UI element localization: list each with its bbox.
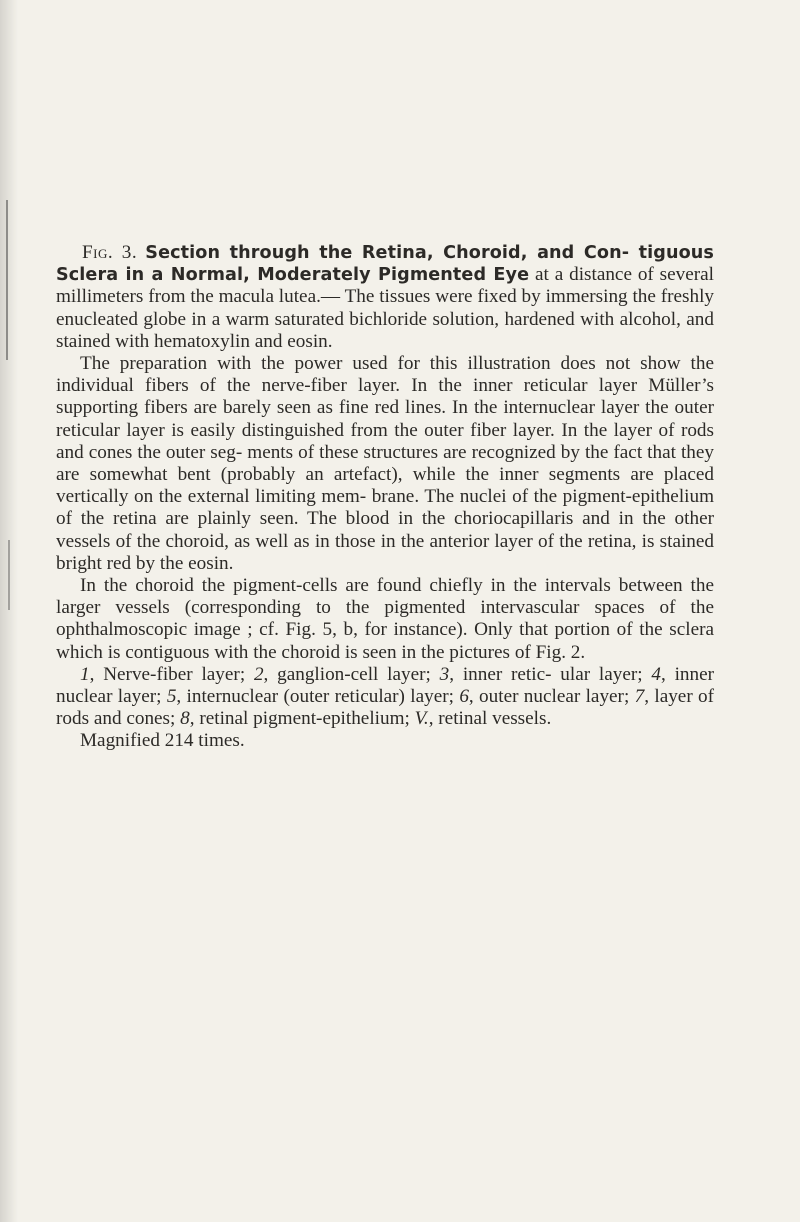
legend-text: ganglion-cell layer: [277, 663, 426, 685]
legend-text: inner retic- ular layer: [462, 663, 638, 685]
legend-text: retinal vessels.: [438, 708, 552, 730]
legend-key: 7: [634, 686, 645, 708]
legend-key: 5: [166, 686, 177, 708]
binding-mark: [8, 540, 10, 610]
legend-text: layer of rods and cones: [56, 686, 715, 730]
legend-text: outer nuclear layer: [479, 686, 624, 708]
legend-text: Nerve-fiber layer: [103, 663, 240, 685]
legend-text: inner nuclear layer: [56, 663, 715, 708]
caption-text: The tissues were fixed by immersing the freshly enucleated globe in a warm saturated bichloride solution, hardened with alcohol, and stained with hematoxylin and eosin.: [56, 286, 714, 352]
figure-legend: 1, Nerve-fiber layer; 2, ganglion-cell layer; 3, inner retic- ular layer; 4, inner nuclear layer; 5, internuclear (outer reticular) layer; 6, outer nuclear layer; 7, layer of rods and cones; 8, retinal pigment-epithelium; V., retinal vessels. Magnified 214 times.: [56, 663, 715, 752]
magnification-note: Magnified 214 times.: [80, 730, 245, 752]
legend-key: 1: [80, 663, 90, 685]
legend-text: internuclear (outer reticular) layer: [186, 686, 449, 708]
legend-key: 6: [459, 686, 469, 708]
figure-label: Fig. 3.: [82, 242, 138, 263]
caption-paragraph-2: The preparation with the power used for this illustration does not show the individual fibers of the nerve-fiber layer. In the inner reticular layer Müller’s supporting fibers are barely seen as fine red lines. In the internuclear layer the outer reticular layer is easily distinguished from the outer fiber layer. In the layer of rods and cones the outer seg- ments of these structures are recognized by the fact that they are somewhat bent (probably an artefact), while the inner segments are placed vertically on the external limiting mem- brane. The nuclei of the pigment-epithelium of the retina are plainly seen. The blood in the choriocapillaris and in the other vessels of the choroid, as well as in those in the anterior layer of the retina, is stained bright red by the eosin.: [56, 353, 714, 574]
legend-key: 3: [439, 663, 450, 685]
figure-title-tail: at a distance of several millimeters from the macula lutea.—: [56, 264, 714, 308]
figure-caption: [56, 242, 714, 753]
legend-key: 4: [651, 663, 661, 685]
page-gutter-shadow: [0, 0, 18, 1222]
caption-paragraph-1: [56, 242, 714, 353]
binding-mark: [6, 200, 8, 360]
caption-paragraph-3: In the choroid the pigment-cells are found chiefly in the intervals between the larger vessels (corresponding to the pigmented intervascular spaces of the ophthalmoscopic image ; cf. Fig. 5, b, for instance). Only that portion of the sclera which is contiguous with the choroid is seen in the pictures of Fig. 2.: [56, 575, 714, 663]
legend-key: V.: [414, 708, 429, 730]
figure-title: Section through the Retina, Choroid, and Con- tiguous Sclera in a Normal, Moderately Pigmented Eye: [56, 243, 714, 286]
legend-key: 2: [253, 663, 264, 685]
legend-text: retinal pigment-epithelium: [199, 708, 405, 730]
legend-key: 8: [180, 708, 190, 730]
